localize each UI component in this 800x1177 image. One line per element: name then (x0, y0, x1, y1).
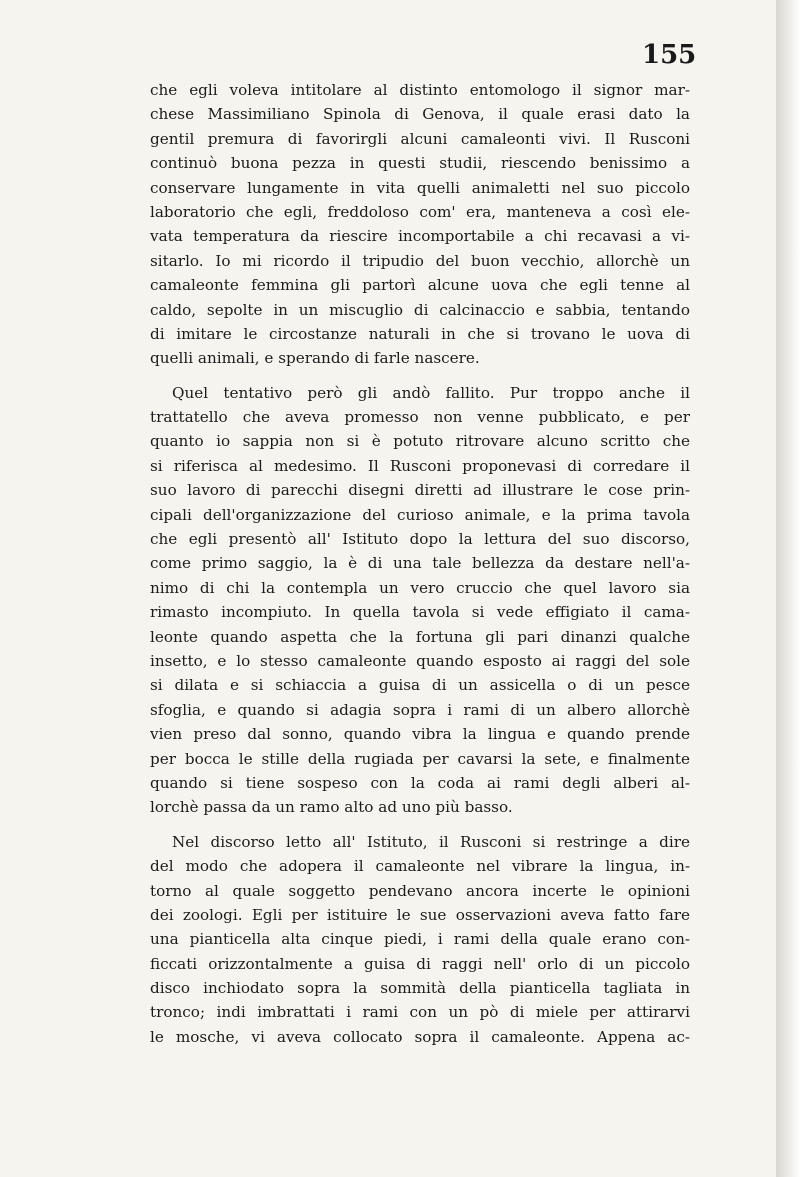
text-line: Nel discorso letto all' Istituto, il Rusconi si restringe a dire (172, 832, 690, 851)
page-number: 155 (642, 40, 697, 70)
text-line: dei zoologi. Egli per istituire le sue osservazioni aveva fatto fare (150, 905, 690, 924)
body-text (150, 78, 690, 1049)
paragraph-gap (150, 371, 690, 381)
text-line: per bocca le stille della rugiada per cavarsi la sete, e finalmente (150, 749, 690, 768)
text-line: continuò buona pezza in questi studii, riescendo benissimo a (150, 154, 690, 173)
text-line: vata temperatura da riescire incomportabile a chi recavasi a vi- (150, 227, 690, 246)
text-line: di imitare le circostanze naturali in che si trovano le uova di (150, 324, 690, 343)
text-line: chese Massimiliano Spinola di Genova, il quale erasi dato la (150, 105, 690, 124)
text-line: trattatello che aveva promesso non venne pubblicato, e per (150, 408, 690, 427)
text-line: ficcati orizzontalmente a guisa di raggi nell' orlo di un piccolo (150, 954, 690, 973)
text-line: quelli animali, e sperando di farle nascere. (150, 349, 480, 368)
text-line: cipali dell'organizzazione del curioso animale, e la prima tavola (150, 505, 690, 524)
text-line: come primo saggio, la è di una tale bellezza da destare nell'a- (150, 554, 690, 573)
text-line: lorchè passa da un ramo alto ad uno più basso. (150, 798, 513, 817)
text-line: del modo che adopera il camaleonte nel vibrare la lingua, in- (150, 857, 690, 876)
text-line: caldo, sepolte in un miscuglio di calcinaccio e sabbia, tentando (150, 300, 690, 319)
text-line: Quel tentativo però gli andò fallito. Pur troppo anche il (172, 383, 690, 402)
text-line: sfoglia, e quando si adagia sopra i rami di un albero allorchè (150, 700, 690, 719)
text-line: nimo di chi la contempla un vero cruccio che quel lavoro sia (150, 578, 690, 597)
text-line: vien preso dal sonno, quando vibra la lingua e quando prende (150, 725, 690, 744)
text-line: quando si tiene sospeso con la coda ai rami degli alberi al- (150, 773, 690, 792)
text-line: rimasto incompiuto. In quella tavola si vede effigiato il cama- (150, 603, 690, 622)
text-line: una pianticella alta cinque piedi, i rami della quale erano con- (150, 930, 690, 949)
text-line: camaleonte femmina gli partorì alcune uova che egli tenne al (150, 276, 690, 295)
text-line: si dilata e si schiaccia a guisa di un assicella o di un pesce (150, 676, 690, 695)
text-line: leonte quando aspetta che la fortuna gli pari dinanzi qualche (150, 627, 690, 646)
text-line: quanto io sappia non si è potuto ritrovare alcuno scritto che (150, 432, 690, 451)
paragraph-gap (150, 820, 690, 830)
text-line: disco inchiodato sopra la sommità della pianticella tagliata in (150, 979, 690, 998)
text-line: conservare lungamente in vita quelli animaletti nel suo piccolo (150, 178, 690, 197)
text-line: tronco; indi imbrattati i rami con un pò di miele per attirarvi (150, 1003, 690, 1022)
page-edge-shadow (776, 0, 800, 1177)
text-line: suo lavoro di parecchi disegni diretti ad illustrare le cose prin- (150, 481, 690, 500)
text-line: laboratorio che egli, freddoloso com' era, manteneva a così ele- (150, 202, 690, 221)
text-line: che egli voleva intitolare al distinto entomologo il signor mar- (150, 81, 690, 99)
text-line: insetto, e lo stesso camaleonte quando esposto ai raggi del sole (150, 651, 690, 670)
text-line: si riferisca al medesimo. Il Rusconi proponevasi di corredare il (150, 456, 690, 475)
text-line: gentil premura di favorirgli alcuni camaleonti vivi. Il Rusconi (150, 129, 690, 148)
text-line: torno al quale soggetto pendevano ancora incerte le opinioni (150, 881, 690, 900)
text-line: sitarlo. Io mi ricordo il tripudio del buon vecchio, allorchè un (150, 251, 690, 270)
text-line: che egli presentò all' Istituto dopo la lettura del suo discorso, (150, 530, 690, 549)
text-line: le mosche, vi aveva collocato sopra il camaleonte. Appena ac- (150, 1027, 690, 1046)
